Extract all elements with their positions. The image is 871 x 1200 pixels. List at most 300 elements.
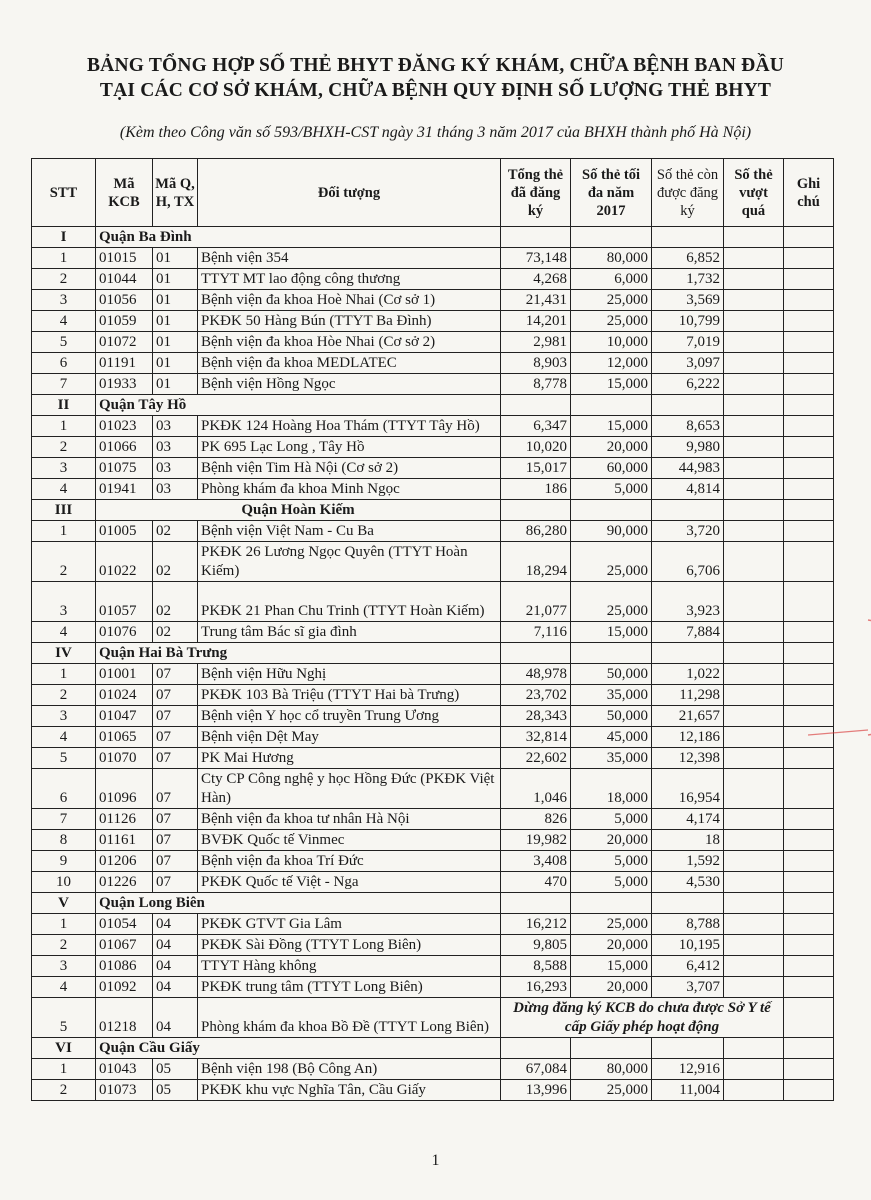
row-tong-the: 9,805 xyxy=(501,935,571,956)
row-doi-tuong: Bệnh viện đa khoa Hòe Nhai (Cơ sở 2) xyxy=(198,332,501,353)
row-doi-tuong: PKĐK 26 Lương Ngọc Quyên (TTYT Hoàn Kiếm) xyxy=(198,542,501,582)
table-row xyxy=(32,311,834,332)
row-stt: 3 xyxy=(32,458,96,479)
row-vuot-qua xyxy=(724,727,784,748)
row-ghi-chu xyxy=(784,521,834,542)
empty-cell xyxy=(784,395,834,416)
row-ma-kcb: 01022 xyxy=(96,542,153,582)
row-vuot-qua xyxy=(724,458,784,479)
row-ma-kcb: 01073 xyxy=(96,1080,153,1101)
row-vuot-qua xyxy=(724,769,784,809)
row-doi-tuong: PKĐK Sài Đồng (TTYT Long Biên) xyxy=(198,935,501,956)
table-row xyxy=(32,332,834,353)
row-ma-kcb: 01086 xyxy=(96,956,153,977)
row-tong-the: 19,982 xyxy=(501,830,571,851)
row-doi-tuong: PKĐK khu vực Nghĩa Tân, Cầu Giấy xyxy=(198,1080,501,1101)
row-con-duoc: 6,706 xyxy=(652,542,724,582)
row-ma-q: 04 xyxy=(153,956,198,977)
row-con-duoc: 1,732 xyxy=(652,269,724,290)
row-con-duoc: 6,852 xyxy=(652,248,724,269)
row-stt: 2 xyxy=(32,1080,96,1101)
empty-cell xyxy=(652,500,724,521)
row-doi-tuong: PK 695 Lạc Long , Tây Hồ xyxy=(198,437,501,458)
row-vuot-qua xyxy=(724,269,784,290)
row-con-duoc: 12,398 xyxy=(652,748,724,769)
empty-cell xyxy=(501,227,571,248)
section-roman: I xyxy=(32,227,96,248)
row-con-duoc: 7,884 xyxy=(652,622,724,643)
row-con-duoc: 3,569 xyxy=(652,290,724,311)
row-doi-tuong: PKĐK trung tâm (TTYT Long Biên) xyxy=(198,977,501,998)
row-stt: 2 xyxy=(32,437,96,458)
row-tong-the: 23,702 xyxy=(501,685,571,706)
row-doi-tuong: BVĐK Quốc tế Vinmec xyxy=(198,830,501,851)
row-con-duoc: 3,707 xyxy=(652,977,724,998)
table-row xyxy=(32,706,834,727)
empty-cell xyxy=(652,1038,724,1059)
row-toi-da: 50,000 xyxy=(571,664,652,685)
document-title-line-2: TẠI CÁC CƠ SỞ KHÁM, CHỮA BỆNH QUY ĐỊNH SỐ LƯỢNG THẺ BHYT xyxy=(99,80,772,101)
row-vuot-qua xyxy=(724,311,784,332)
row-con-duoc: 7,019 xyxy=(652,332,724,353)
table-row xyxy=(32,664,834,685)
table-row xyxy=(32,458,834,479)
section-row xyxy=(32,227,834,248)
empty-cell xyxy=(724,643,784,664)
table-row xyxy=(32,353,834,374)
row-ma-q: 01 xyxy=(153,248,198,269)
row-ghi-chu xyxy=(784,851,834,872)
row-ma-kcb: 01047 xyxy=(96,706,153,727)
row-doi-tuong: Bệnh viện đa khoa tư nhân Hà Nội xyxy=(198,809,501,830)
row-toi-da: 25,000 xyxy=(571,1080,652,1101)
row-doi-tuong: Bệnh viện Hồng Ngọc xyxy=(198,374,501,395)
row-toi-da: 25,000 xyxy=(571,542,652,582)
row-toi-da: 25,000 xyxy=(571,914,652,935)
row-con-duoc: 9,980 xyxy=(652,437,724,458)
row-vuot-qua xyxy=(724,685,784,706)
header-ghi-chu: Ghi chú xyxy=(784,159,834,227)
empty-cell xyxy=(501,500,571,521)
row-toi-da: 12,000 xyxy=(571,353,652,374)
row-vuot-qua xyxy=(724,374,784,395)
row-toi-da: 25,000 xyxy=(571,311,652,332)
row-ma-q: 07 xyxy=(153,809,198,830)
row-toi-da: 35,000 xyxy=(571,748,652,769)
row-toi-da: 5,000 xyxy=(571,851,652,872)
row-tong-the: 4,268 xyxy=(501,269,571,290)
row-stt: 4 xyxy=(32,311,96,332)
row-ma-kcb: 01001 xyxy=(96,664,153,685)
row-vuot-qua xyxy=(724,521,784,542)
row-ma-kcb: 01043 xyxy=(96,1059,153,1080)
table-row xyxy=(32,1059,834,1080)
table-row xyxy=(32,914,834,935)
row-doi-tuong: Bệnh viện Hữu Nghị xyxy=(198,664,501,685)
table-row xyxy=(32,479,834,500)
row-con-duoc: 3,720 xyxy=(652,521,724,542)
header-doi-tuong: Đối tượng xyxy=(198,159,501,227)
header-vuot-qua: Số thẻ vượt quá xyxy=(724,159,784,227)
row-tong-the: 6,347 xyxy=(501,416,571,437)
row-con-duoc: 4,174 xyxy=(652,809,724,830)
row-tong-the: 21,077 xyxy=(501,582,571,622)
section-name: Quận Hoàn Kiếm xyxy=(96,500,501,521)
empty-cell xyxy=(571,227,652,248)
row-doi-tuong: Bệnh viện 198 (Bộ Công An) xyxy=(198,1059,501,1080)
row-ma-q: 04 xyxy=(153,977,198,998)
row-ma-kcb: 01092 xyxy=(96,977,153,998)
row-ghi-chu xyxy=(784,458,834,479)
row-toi-da: 50,000 xyxy=(571,706,652,727)
row-toi-da: 20,000 xyxy=(571,935,652,956)
row-stt: 4 xyxy=(32,977,96,998)
row-toi-da: 90,000 xyxy=(571,521,652,542)
row-ma-q: 01 xyxy=(153,353,198,374)
row-tong-the: 67,084 xyxy=(501,1059,571,1080)
row-tong-the: 18,294 xyxy=(501,542,571,582)
table-row xyxy=(32,727,834,748)
empty-cell xyxy=(724,893,784,914)
empty-cell xyxy=(652,893,724,914)
row-stt: 3 xyxy=(32,956,96,977)
row-ghi-chu xyxy=(784,809,834,830)
row-vuot-qua xyxy=(724,416,784,437)
empty-cell xyxy=(501,643,571,664)
section-name: Quận Hai Bà Trưng xyxy=(96,643,501,664)
row-ghi-chu xyxy=(784,769,834,809)
empty-cell xyxy=(784,998,834,1038)
row-vuot-qua xyxy=(724,290,784,311)
row-doi-tuong: TTYT MT lao động công thương xyxy=(198,269,501,290)
table-row xyxy=(32,685,834,706)
row-ma-q: 07 xyxy=(153,706,198,727)
row-stt: 6 xyxy=(32,769,96,809)
row-doi-tuong: Phòng khám đa khoa Bồ Đề (TTYT Long Biên) xyxy=(198,998,501,1038)
row-stt: 4 xyxy=(32,727,96,748)
insurance-card-table xyxy=(31,158,834,1101)
row-stt: 9 xyxy=(32,851,96,872)
row-ma-kcb: 01076 xyxy=(96,622,153,643)
row-stt: 1 xyxy=(32,664,96,685)
row-con-duoc: 12,916 xyxy=(652,1059,724,1080)
row-con-duoc: 4,530 xyxy=(652,872,724,893)
row-con-duoc: 8,788 xyxy=(652,914,724,935)
table-row xyxy=(32,998,834,1038)
row-doi-tuong: TTYT Hàng không xyxy=(198,956,501,977)
row-stt: 1 xyxy=(32,1059,96,1080)
row-tong-the: 73,148 xyxy=(501,248,571,269)
row-ghi-chu xyxy=(784,269,834,290)
row-doi-tuong: Phòng khám đa khoa Minh Ngọc xyxy=(198,479,501,500)
row-vuot-qua xyxy=(724,977,784,998)
empty-cell xyxy=(652,227,724,248)
row-doi-tuong: Bệnh viện đa khoa Trí Đức xyxy=(198,851,501,872)
row-ma-q: 07 xyxy=(153,830,198,851)
row-toi-da: 80,000 xyxy=(571,1059,652,1080)
row-ma-kcb: 01023 xyxy=(96,416,153,437)
row-doi-tuong: PKĐK Quốc tế Việt - Nga xyxy=(198,872,501,893)
row-con-duoc: 10,799 xyxy=(652,311,724,332)
table-row xyxy=(32,872,834,893)
red-stamp-mark xyxy=(808,605,871,755)
row-ma-q: 03 xyxy=(153,416,198,437)
row-toi-da: 15,000 xyxy=(571,374,652,395)
row-ghi-chu xyxy=(784,542,834,582)
row-ma-q: 02 xyxy=(153,542,198,582)
row-tong-the: 13,996 xyxy=(501,1080,571,1101)
row-con-duoc: 10,195 xyxy=(652,935,724,956)
row-ghi-chu xyxy=(784,437,834,458)
row-toi-da: 5,000 xyxy=(571,479,652,500)
row-stt: 7 xyxy=(32,809,96,830)
row-ma-kcb: 01096 xyxy=(96,769,153,809)
row-vuot-qua xyxy=(724,248,784,269)
section-roman: IV xyxy=(32,643,96,664)
row-con-duoc: 4,814 xyxy=(652,479,724,500)
row-ghi-chu xyxy=(784,914,834,935)
empty-cell xyxy=(724,500,784,521)
row-toi-da: 25,000 xyxy=(571,290,652,311)
row-toi-da: 6,000 xyxy=(571,269,652,290)
row-ghi-chu xyxy=(784,248,834,269)
section-name: Quận Tây Hồ xyxy=(96,395,501,416)
row-ma-kcb: 01226 xyxy=(96,872,153,893)
header-ma-kcb: Mã KCB xyxy=(96,159,153,227)
row-tong-the: 8,903 xyxy=(501,353,571,374)
row-vuot-qua xyxy=(724,872,784,893)
table-row xyxy=(32,977,834,998)
row-ma-q: 07 xyxy=(153,769,198,809)
row-con-duoc: 11,004 xyxy=(652,1080,724,1101)
row-stt: 4 xyxy=(32,622,96,643)
table-row xyxy=(32,374,834,395)
row-vuot-qua xyxy=(724,956,784,977)
row-stt: 3 xyxy=(32,290,96,311)
row-con-duoc: 1,592 xyxy=(652,851,724,872)
row-tong-the: 470 xyxy=(501,872,571,893)
row-ma-kcb: 01054 xyxy=(96,914,153,935)
row-vuot-qua xyxy=(724,851,784,872)
row-ma-q: 03 xyxy=(153,437,198,458)
row-stt: 2 xyxy=(32,935,96,956)
table-row xyxy=(32,830,834,851)
row-ghi-chu xyxy=(784,332,834,353)
row-ma-q: 04 xyxy=(153,998,198,1038)
row-vuot-qua xyxy=(724,809,784,830)
row-ma-kcb: 01067 xyxy=(96,935,153,956)
row-stt: 1 xyxy=(32,416,96,437)
table-row xyxy=(32,521,834,542)
row-ma-q: 01 xyxy=(153,269,198,290)
row-ghi-chu xyxy=(784,1059,834,1080)
table-row xyxy=(32,769,834,809)
row-ma-kcb: 01066 xyxy=(96,437,153,458)
row-ma-q: 01 xyxy=(153,374,198,395)
row-toi-da: 10,000 xyxy=(571,332,652,353)
row-stt: 2 xyxy=(32,269,96,290)
table-row xyxy=(32,269,834,290)
row-ma-q: 07 xyxy=(153,664,198,685)
section-roman: II xyxy=(32,395,96,416)
row-tong-the: 8,588 xyxy=(501,956,571,977)
row-toi-da: 5,000 xyxy=(571,809,652,830)
row-toi-da: 20,000 xyxy=(571,437,652,458)
section-roman: V xyxy=(32,893,96,914)
row-doi-tuong: PKĐK 124 Hoàng Hoa Thám (TTYT Tây Hồ) xyxy=(198,416,501,437)
row-ma-kcb: 01056 xyxy=(96,290,153,311)
section-row xyxy=(32,1038,834,1059)
row-vuot-qua xyxy=(724,706,784,727)
row-con-duoc: 11,298 xyxy=(652,685,724,706)
row-tong-the: 21,431 xyxy=(501,290,571,311)
row-toi-da: 15,000 xyxy=(571,956,652,977)
empty-cell xyxy=(784,1038,834,1059)
row-ma-kcb: 01126 xyxy=(96,809,153,830)
empty-cell xyxy=(724,1038,784,1059)
row-vuot-qua xyxy=(724,542,784,582)
empty-cell xyxy=(501,395,571,416)
row-stt: 2 xyxy=(32,542,96,582)
row-toi-da: 80,000 xyxy=(571,248,652,269)
row-doi-tuong: Bệnh viện Việt Nam - Cu Ba xyxy=(198,521,501,542)
row-doi-tuong: Bệnh viện Y học cổ truyền Trung Ương xyxy=(198,706,501,727)
row-toi-da: 25,000 xyxy=(571,582,652,622)
row-vuot-qua xyxy=(724,664,784,685)
section-row xyxy=(32,643,834,664)
row-stt: 6 xyxy=(32,353,96,374)
row-vuot-qua xyxy=(724,914,784,935)
table-row xyxy=(32,1080,834,1101)
table-row xyxy=(32,290,834,311)
table-row xyxy=(32,851,834,872)
row-notice: Dừng đăng ký KCB do chưa được Sở Y tế cấp Giấy phép hoạt động xyxy=(501,998,784,1038)
row-toi-da: 20,000 xyxy=(571,977,652,998)
table-row xyxy=(32,437,834,458)
row-con-duoc: 16,954 xyxy=(652,769,724,809)
row-ghi-chu xyxy=(784,416,834,437)
table-row xyxy=(32,582,834,622)
row-stt: 1 xyxy=(32,914,96,935)
row-vuot-qua xyxy=(724,622,784,643)
row-vuot-qua xyxy=(724,1080,784,1101)
row-doi-tuong: Bệnh viện đa khoa Hoè Nhai (Cơ sở 1) xyxy=(198,290,501,311)
row-tong-the: 28,343 xyxy=(501,706,571,727)
empty-cell xyxy=(784,893,834,914)
row-tong-the: 826 xyxy=(501,809,571,830)
row-toi-da: 20,000 xyxy=(571,830,652,851)
row-doi-tuong: Bệnh viện 354 xyxy=(198,248,501,269)
row-ma-kcb: 01044 xyxy=(96,269,153,290)
row-stt: 5 xyxy=(32,332,96,353)
row-con-duoc: 21,657 xyxy=(652,706,724,727)
row-con-duoc: 3,097 xyxy=(652,353,724,374)
row-vuot-qua xyxy=(724,437,784,458)
row-ma-q: 01 xyxy=(153,290,198,311)
row-ma-kcb: 01024 xyxy=(96,685,153,706)
row-doi-tuong: Bệnh viện Dệt May xyxy=(198,727,501,748)
row-ma-kcb: 01075 xyxy=(96,458,153,479)
row-doi-tuong: PKĐK 50 Hàng Bún (TTYT Ba Đình) xyxy=(198,311,501,332)
row-ma-kcb: 01161 xyxy=(96,830,153,851)
section-row xyxy=(32,893,834,914)
table-row xyxy=(32,809,834,830)
row-stt: 1 xyxy=(32,248,96,269)
row-tong-the: 22,602 xyxy=(501,748,571,769)
row-ma-kcb: 01015 xyxy=(96,248,153,269)
row-con-duoc: 6,222 xyxy=(652,374,724,395)
row-ma-q: 01 xyxy=(153,332,198,353)
row-ma-kcb: 01070 xyxy=(96,748,153,769)
header-stt: STT xyxy=(32,159,96,227)
row-ma-kcb: 01206 xyxy=(96,851,153,872)
row-ghi-chu xyxy=(784,290,834,311)
section-roman: III xyxy=(32,500,96,521)
row-ma-q: 04 xyxy=(153,935,198,956)
row-toi-da: 60,000 xyxy=(571,458,652,479)
row-ma-kcb: 01059 xyxy=(96,311,153,332)
row-tong-the: 48,978 xyxy=(501,664,571,685)
header-toi-da: Số thẻ tối đa năm 2017 xyxy=(571,159,652,227)
row-tong-the: 16,293 xyxy=(501,977,571,998)
row-stt: 3 xyxy=(32,706,96,727)
row-ma-kcb: 01065 xyxy=(96,727,153,748)
row-doi-tuong: Bệnh viện đa khoa MEDLATEC xyxy=(198,353,501,374)
row-con-duoc: 18 xyxy=(652,830,724,851)
header-tong-the: Tổng thẻ đã đăng ký xyxy=(501,159,571,227)
row-ma-kcb: 01941 xyxy=(96,479,153,500)
table-header-row xyxy=(32,159,834,227)
row-con-duoc: 8,653 xyxy=(652,416,724,437)
empty-cell xyxy=(571,395,652,416)
table-row xyxy=(32,935,834,956)
empty-cell xyxy=(571,1038,652,1059)
row-ma-q: 01 xyxy=(153,311,198,332)
document-subtitle: (Kèm theo Công văn số 593/BHXH-CST ngày 31 tháng 3 năm 2017 của BHXH thành phố Hà Nội) xyxy=(119,124,752,141)
row-ma-q: 03 xyxy=(153,458,198,479)
row-toi-da: 5,000 xyxy=(571,872,652,893)
row-tong-the: 3,408 xyxy=(501,851,571,872)
row-ma-kcb: 01005 xyxy=(96,521,153,542)
empty-cell xyxy=(501,893,571,914)
row-ma-kcb: 01191 xyxy=(96,353,153,374)
row-doi-tuong: PK Mai Hương xyxy=(198,748,501,769)
row-vuot-qua xyxy=(724,830,784,851)
row-tong-the: 7,116 xyxy=(501,622,571,643)
row-doi-tuong: Cty CP Công nghệ y học Hồng Đức (PKĐK Việt Hàn) xyxy=(198,769,501,809)
row-ma-q: 07 xyxy=(153,685,198,706)
row-vuot-qua xyxy=(724,479,784,500)
header-con-duoc: Số thẻ còn được đăng ký xyxy=(652,159,724,227)
row-doi-tuong: Bệnh viện Tim Hà Nội (Cơ sở 2) xyxy=(198,458,501,479)
table-row xyxy=(32,622,834,643)
row-stt: 8 xyxy=(32,830,96,851)
header-ma-q: Mã Q, H, TX xyxy=(153,159,198,227)
row-ma-q: 07 xyxy=(153,872,198,893)
row-ma-kcb: 01072 xyxy=(96,332,153,353)
row-con-duoc: 1,022 xyxy=(652,664,724,685)
row-ghi-chu xyxy=(784,830,834,851)
empty-cell xyxy=(571,893,652,914)
row-con-duoc: 12,186 xyxy=(652,727,724,748)
row-ghi-chu xyxy=(784,977,834,998)
table-row xyxy=(32,416,834,437)
empty-cell xyxy=(724,395,784,416)
row-stt: 3 xyxy=(32,582,96,622)
row-vuot-qua xyxy=(724,1059,784,1080)
row-tong-the: 32,814 xyxy=(501,727,571,748)
row-tong-the: 14,201 xyxy=(501,311,571,332)
